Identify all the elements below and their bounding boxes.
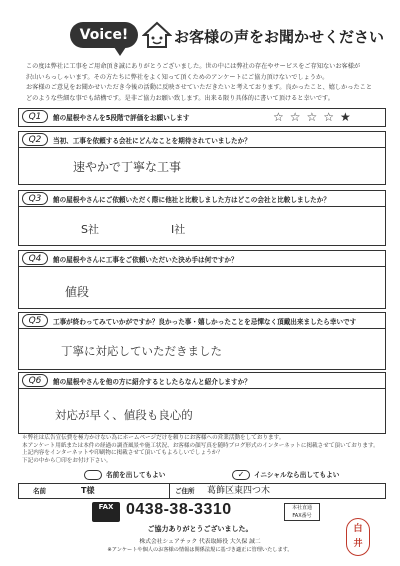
option-label: イニシャルなら出してもよい: [254, 471, 340, 479]
fax-badge: [284, 503, 320, 521]
question-number: Q5: [22, 314, 48, 327]
page-title: お客様の声をお聞かせください: [174, 28, 385, 46]
intro-line: 沢山いらっしゃいます。その方たちに弊社をよく知って頂くためのアンケートにご協力頂けないでしょうか。: [26, 73, 329, 81]
answer-text: 値段: [65, 285, 90, 299]
consent-options: [18, 469, 386, 482]
name-label: 名前: [33, 487, 46, 495]
question-text: 館の屋根やさんに工事をご依頼いただいた決め手は何ですか？: [53, 256, 238, 264]
name-value: T様: [81, 486, 95, 495]
name-seal: [346, 518, 370, 556]
question-number: Q3: [22, 192, 48, 205]
thanks-message: ご協力ありがとうございました。: [147, 525, 253, 533]
consent-option-initials[interactable]: [232, 469, 339, 480]
note-line: 上記内容をインターネットや印刷物に掲載させて頂いてもよろしいでしょうか？: [22, 450, 223, 457]
fax-icon: [92, 502, 120, 522]
seal-char: 白: [353, 524, 363, 534]
question-4: [18, 250, 386, 309]
fax-badge-line: FAX番号: [292, 513, 312, 519]
address-label: ご住所: [175, 487, 195, 495]
note-line: 本アンケート用紙または本件の経過の調査風景や施工状況、お客様の顔写真を随時ブログ形式のインターネットに掲載させて頂いております。: [22, 442, 379, 449]
question-2: [18, 131, 386, 185]
checkbox[interactable]: [84, 470, 102, 480]
checkbox[interactable]: ✓: [232, 470, 250, 480]
star-rating: ☆☆☆☆★: [273, 110, 357, 124]
question-text: 当初、工事を依頼する会社にどんなことを期待されていましたか？: [53, 137, 251, 145]
question-number: Q1: [22, 110, 48, 123]
customer-info: [18, 483, 386, 499]
voice-badge: Voice!: [70, 22, 138, 48]
consent-notes: [22, 435, 382, 465]
intro-line: この度は弊社に工事をご用命頂き誠にありがとうございました。世の中には弊社の存在やサービスをご存知ないお客様が: [26, 63, 361, 70]
intro-line: お客様のご意見をお聞かせいただき今後の活動に反映させていただきたいと考えております。良かったこと、嬉しかったこと: [26, 84, 373, 91]
answer-text: 丁寧に対応していただきました: [61, 344, 222, 358]
consent-option-name[interactable]: [84, 469, 165, 480]
answer-text: 対応が早く、値段も良心的: [55, 408, 193, 422]
divider: [169, 484, 170, 498]
fax-icon-label: FAX: [98, 503, 114, 511]
answer-text: 速やかで丁寧な工事: [73, 160, 182, 174]
question-number: Q4: [22, 252, 48, 265]
answer-company-a: S社: [81, 223, 99, 236]
fax-row: [92, 501, 332, 523]
question-number: Q6: [22, 374, 48, 387]
intro-text: [26, 62, 382, 104]
option-label: 名前を出してもよい: [106, 471, 166, 479]
question-6: [18, 372, 386, 434]
header: [60, 10, 385, 62]
answer-company-b: I社: [171, 223, 186, 236]
note-line: ＊弊社は広告宣伝費を極力かけない為にホームページだけを頼りにお客様への営業活動をしております。: [22, 435, 285, 441]
question-1: [18, 108, 386, 127]
question-3: [18, 190, 386, 246]
company-name: 株式会社シェアテック 代表取締役 大久保 誠二: [139, 539, 261, 545]
fax-number: 0438-38-3310: [126, 501, 232, 518]
question-text: 館の屋根やさんを他の方に紹介するとしたらなんと紹介しますか？: [53, 378, 251, 386]
fax-badge-line: 本社直通: [291, 505, 312, 511]
question-text: 館の屋根やさんにご依頼いただく際に他社と比較しました方はどこの会社と比較しましたか？: [53, 196, 330, 204]
house-icon: [142, 20, 172, 50]
seal-char: 井: [353, 539, 363, 549]
question-5: [18, 312, 386, 370]
question-text: 館の屋根やさんを5段階で評価をお願いします: [53, 114, 190, 122]
address-value: 葛飾区東四つ木: [207, 486, 271, 496]
intro-line: どのような些細な事でも結構です。是非ご協力お願い致します。出来る限り具体的に書いて頂けると幸いです。: [26, 94, 334, 102]
question-text: 工事が終わってみていかがですか？良かった事・嬉しかったことを忌憚なく頂戴出来ましたら幸いです: [53, 318, 357, 326]
privacy-note: ※アンケートや個人のお客様の情報は関係法規に基づき適正に管理いたします。: [107, 547, 293, 553]
question-number: Q2: [22, 133, 48, 146]
note-line: 下記の中から〇印をお付け下さい。: [22, 457, 112, 464]
